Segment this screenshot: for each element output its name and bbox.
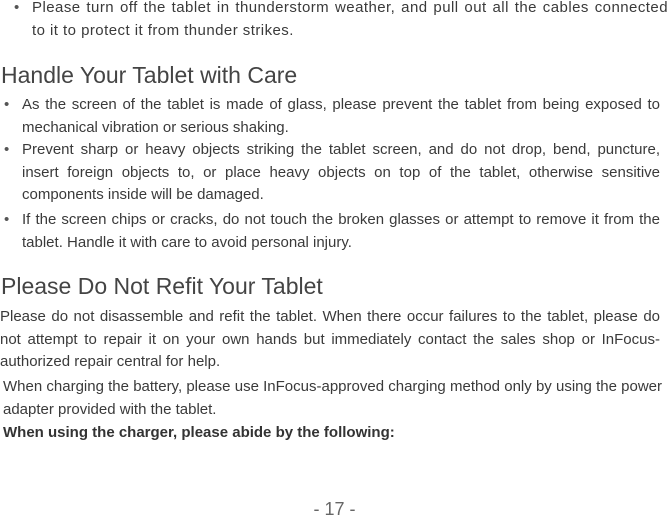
section-title-handle-with-care: Handle Your Tablet with Care — [1, 62, 298, 88]
bullet-text: Prevent sharp or heavy objects striking the tablet screen, and do not drop, bend, puncture, insert foreign objects to, or place heavy objects on top of the tablet, otherwise sensitive components inside will be damaged. — [22, 141, 660, 203]
section-title-do-not-refit: Please Do Not Refit Your Tablet — [1, 273, 323, 299]
charger-rules-heading: When using the charger, please abide by the following: — [3, 424, 395, 441]
bullet-marker: • — [4, 211, 10, 228]
bullet-marker: • — [4, 141, 10, 158]
bullet-text: As the screen of the tablet is made of glass, please prevent the tablet from being exposed to mechanical vibration or serious shaking. — [22, 96, 660, 136]
refit-paragraph: Please do not disassemble and refit the tablet. When there occur failures to the tablet, please do not attempt to repair it on your own hands but immediately contact the sales shop or InFocus-authorized repair central for help. — [0, 308, 660, 370]
safety-bullet-glass-screen — [0, 94, 660, 139]
safety-bullet-sharp-objects — [0, 139, 660, 207]
bullet-text: If the screen chips or cracks, do not touch the broken glasses or attempt to remove it from the tablet. Handle it with care to avoid personal injury. — [22, 211, 660, 251]
safety-bullet-cracked-screen — [0, 209, 660, 254]
page-number: - 17 - — [313, 499, 356, 519]
bullet-marker: • — [14, 0, 20, 16]
safety-bullet-thunderstorm — [10, 0, 668, 42]
charging-paragraph: When charging the battery, please use InFocus-approved charging method only by using the power adapter provided with the tablet. — [3, 378, 662, 418]
bullet-text: Please turn off the tablet in thunderstorm weather, and pull out all the cables connected to it to protect it from thunder strikes. — [32, 0, 668, 39]
bullet-marker: • — [4, 96, 10, 113]
